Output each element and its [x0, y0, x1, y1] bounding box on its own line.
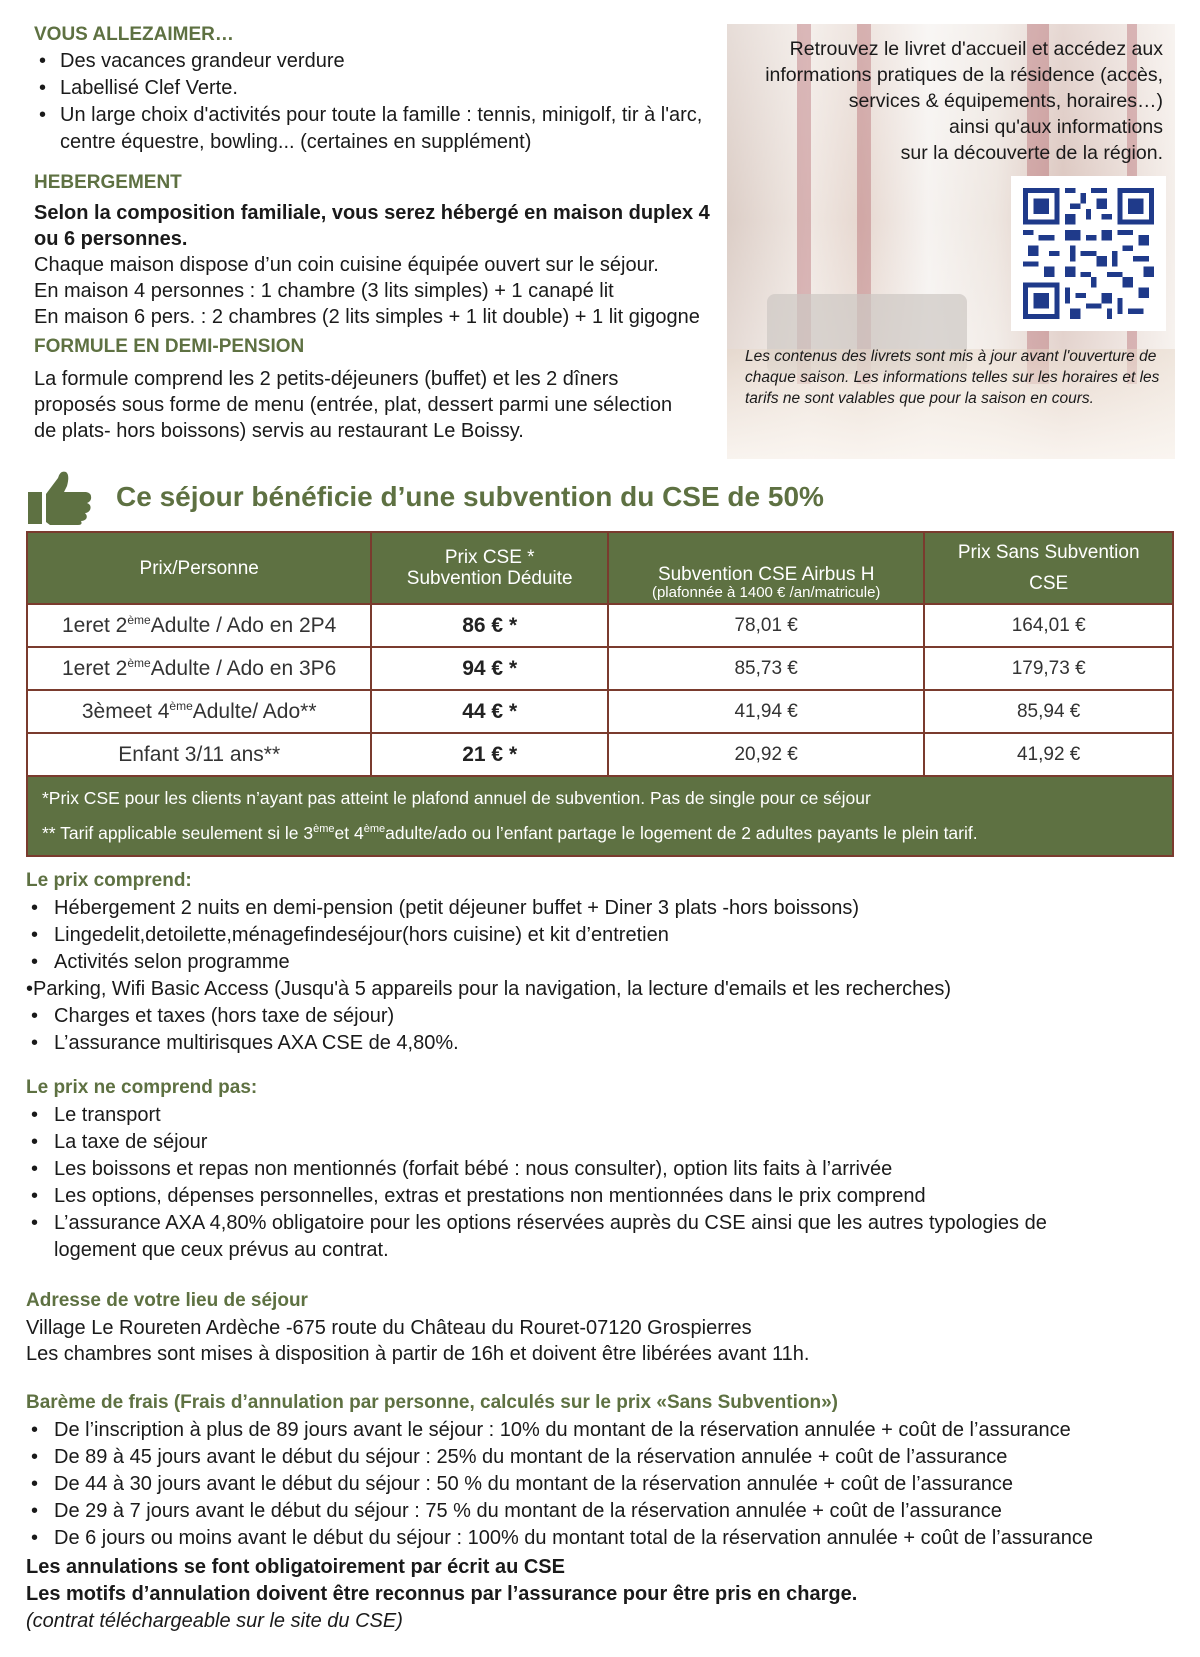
ne-comprend-pas-title: Le prix ne comprend pas: — [26, 1077, 258, 1098]
thumbs-up-icon — [26, 468, 94, 526]
table-notes — [27, 776, 1173, 856]
table-cell-label: 1eret 2èmeAdulte / Ado en 3P6 — [27, 647, 371, 690]
adresse-horaires: Les chambres sont mises à disposition à partir de 16h et doivent être libérées avant 11h. — [26, 1343, 810, 1365]
table-cell-subv: 41,94 € — [608, 690, 924, 733]
panel-note: Les contenus des livrets sont mis à jour avant l'ouverture de chaque saison. Les informations telles sur les horaires et les tarifs ne sont valables que pour la saison en cours. — [745, 348, 1160, 407]
table-cell-subv: 20,92 € — [608, 733, 924, 776]
panel-text — [733, 36, 1163, 166]
ne-comprend-pas-list — [26, 1102, 1176, 1264]
table-cell-subv: 85,73 € — [608, 647, 924, 690]
table-header-row — [27, 532, 1173, 604]
list-item: • Le transport — [26, 1102, 1176, 1129]
header-prix-personne: Prix/Personne — [27, 532, 371, 604]
list-item: • Labellisé Clef Verte. — [34, 75, 714, 102]
intro-list — [34, 48, 714, 156]
list-item: • Lingedelit,detoilette,ménagefindeséjour(hors cuisine) et kit d’entretien — [26, 922, 1176, 949]
annulation-note: Les annulations se font obligatoirement par écrit au CSE — [26, 1556, 565, 1578]
subvention-heading — [26, 468, 824, 526]
table-note-2: ** Tarif applicable seulement si le 3èmeet 4èmeadulte/ado ou l’enfant partage le logement de 2 adultes payants le plein tarif. — [42, 822, 978, 843]
list-item: • Hébergement 2 nuits en demi-pension (petit déjeuner buffet + Diner 3 plats -hors boissons) — [26, 895, 1176, 922]
table-cell-full: 164,01 € — [924, 604, 1173, 647]
bareme-title: Barème de frais (Frais d’annulation par personne, calculés sur le prix «Sans Subvention») — [26, 1392, 838, 1413]
table-row — [27, 733, 1173, 776]
table-cell-full: 85,94 € — [924, 690, 1173, 733]
header-prix-sans-subvention: Prix Sans Subvention CSE — [924, 532, 1173, 604]
list-item: • De 44 à 30 jours avant le début du séjour : 50 % du montant de la réservation annulée + coût de l’assurance — [26, 1471, 1176, 1498]
bareme-section — [26, 1392, 1176, 1635]
adresse-section — [26, 1290, 1176, 1367]
demi-pension-text: La formule comprend les 2 petits-déjeuners (buffet) et les 2 dîners proposés sous forme de menu (entrée, plat, dessert parmi une sélection de plats- hors boissons) servis au restaurant Le Boissy. — [34, 368, 673, 442]
hebergement-line: Chaque maison dispose d’un coin cuisine équipée ouvert sur le séjour. — [34, 254, 659, 276]
parking-line: •Parking, Wifi Basic Access (Jusqu'à 5 appareils pour la navigation, la lecture d'emails et les recherches) — [26, 978, 952, 1000]
list-item: • Activités selon programme — [26, 949, 1176, 976]
comprend-list — [26, 895, 1176, 976]
header-subvention: Subvention CSE Airbus H (plafonnée à 1400 € /an/matricule) — [608, 532, 924, 604]
hebergement-bold-line: Selon la composition familiale, vous serez hébergé en maison duplex 4 ou 6 personnes. — [34, 202, 710, 250]
panel-text-line: informations pratiques de la résidence (accès, — [765, 64, 1163, 86]
intro-title: VOUS ALLEZAIMER… — [34, 24, 234, 45]
hebergement-line: En maison 4 personnes : 1 chambre (3 lits simples) + 1 canapé lit — [34, 280, 614, 302]
table-cell-label: Enfant 3/11 ans** — [27, 733, 371, 776]
header-prix-cse: Prix CSE * Subvention Déduite — [371, 532, 608, 604]
table-cell-full: 179,73 € — [924, 647, 1173, 690]
table-note-1: *Prix CSE pour les clients n’ayant pas atteint le plafond annuel de subvention. Pas de single pour ce séjour — [42, 788, 871, 808]
table-cell-cse: 94 € * — [371, 647, 608, 690]
list-item: • L’assurance multirisques AXA CSE de 4,80%. — [26, 1030, 1176, 1057]
ne-comprend-pas-section — [26, 1077, 1176, 1264]
table-row — [27, 604, 1173, 647]
subvention-title: Ce séjour bénéficie d’une subvention du CSE de 50% — [116, 481, 824, 512]
panel-text-line: services & équipements, horaires…) — [848, 90, 1163, 112]
comprend-title: Le prix comprend: — [26, 870, 192, 891]
list-item: • L’assurance AXA 4,80% obligatoire pour les options réservées auprès du CSE ainsi que les autres typologies de logement que ceux prévus au contrat. — [26, 1210, 1126, 1264]
list-item: • Les boissons et repas non mentionnés (forfait bébé : nous consulter), option lits faits à l’arrivée — [26, 1156, 1176, 1183]
table-notes-row — [27, 776, 1173, 856]
table-cell-full: 41,92 € — [924, 733, 1173, 776]
list-item: • Les options, dépenses personnelles, extras et prestations non mentionnées dans le prix comprend — [26, 1183, 1176, 1210]
table-row — [27, 647, 1173, 690]
table-row — [27, 690, 1173, 733]
table-cell-subv: 78,01 € — [608, 604, 924, 647]
contrat-note: (contrat téléchargeable sur le site du CSE) — [26, 1610, 403, 1632]
price-table — [26, 531, 1174, 857]
list-item: • Un large choix d'activités pour toute la famille : tennis, minigolf, tir à l'arc, centre équestre, bowling... (certaines en supplément) — [34, 102, 714, 156]
adresse-title: Adresse de votre lieu de séjour — [26, 1290, 308, 1311]
intro-section — [34, 24, 714, 444]
panel-text-line: ainsi qu'aux informations — [948, 116, 1163, 138]
list-item: • Des vacances grandeur verdure — [34, 48, 714, 75]
list-item: • De 6 jours ou moins avant le début du séjour : 100% du montant total de la réservation annulée + coût de l’assurance — [26, 1525, 1176, 1552]
list-item: • Charges et taxes (hors taxe de séjour) — [26, 1003, 1176, 1030]
bareme-list — [26, 1417, 1176, 1552]
qr-code[interactable] — [1011, 176, 1166, 331]
list-item: • De l’inscription à plus de 89 jours avant le séjour : 10% du montant de la réservation annulée + coût de l’assurance — [26, 1417, 1176, 1444]
table-cell-label: 3èmeet 4èmeAdulte/ Ado** — [27, 690, 371, 733]
comprend-list-2 — [26, 1003, 1176, 1057]
hebergement-title: HEBERGEMENT — [34, 172, 182, 193]
adresse-line: Village Le Roureten Ardèche -675 route du Château du Rouret-07120 Grospierres — [26, 1317, 752, 1339]
qr-code-icon — [1023, 188, 1154, 319]
table-cell-label: 1eret 2èmeAdulte / Ado en 2P4 — [27, 604, 371, 647]
info-panel — [727, 24, 1175, 459]
table-cell-cse: 86 € * — [371, 604, 608, 647]
demi-pension-title: FORMULE EN DEMI-PENSION — [34, 336, 305, 357]
panel-text-line: Retrouvez le livret d'accueil et accédez aux — [789, 38, 1163, 60]
list-item: • De 29 à 7 jours avant le début du séjour : 75 % du montant de la réservation annulée + coût de l’assurance — [26, 1498, 1176, 1525]
motifs-note: Les motifs d’annulation doivent être reconnus par l’assurance pour être pris en charge. — [26, 1583, 858, 1605]
list-item: • La taxe de séjour — [26, 1129, 1176, 1156]
list-item: • De 89 à 45 jours avant le début du séjour : 25% du montant de la réservation annulée + coût de l’assurance — [26, 1444, 1176, 1471]
panel-text-line: sur la découverte de la région. — [900, 142, 1163, 164]
table-cell-cse: 44 € * — [371, 690, 608, 733]
table-cell-cse: 21 € * — [371, 733, 608, 776]
hebergement-line: En maison 6 pers. : 2 chambres (2 lits simples + 1 lit double) + 1 lit gigogne — [34, 306, 700, 328]
comprend-section — [26, 870, 1176, 1057]
